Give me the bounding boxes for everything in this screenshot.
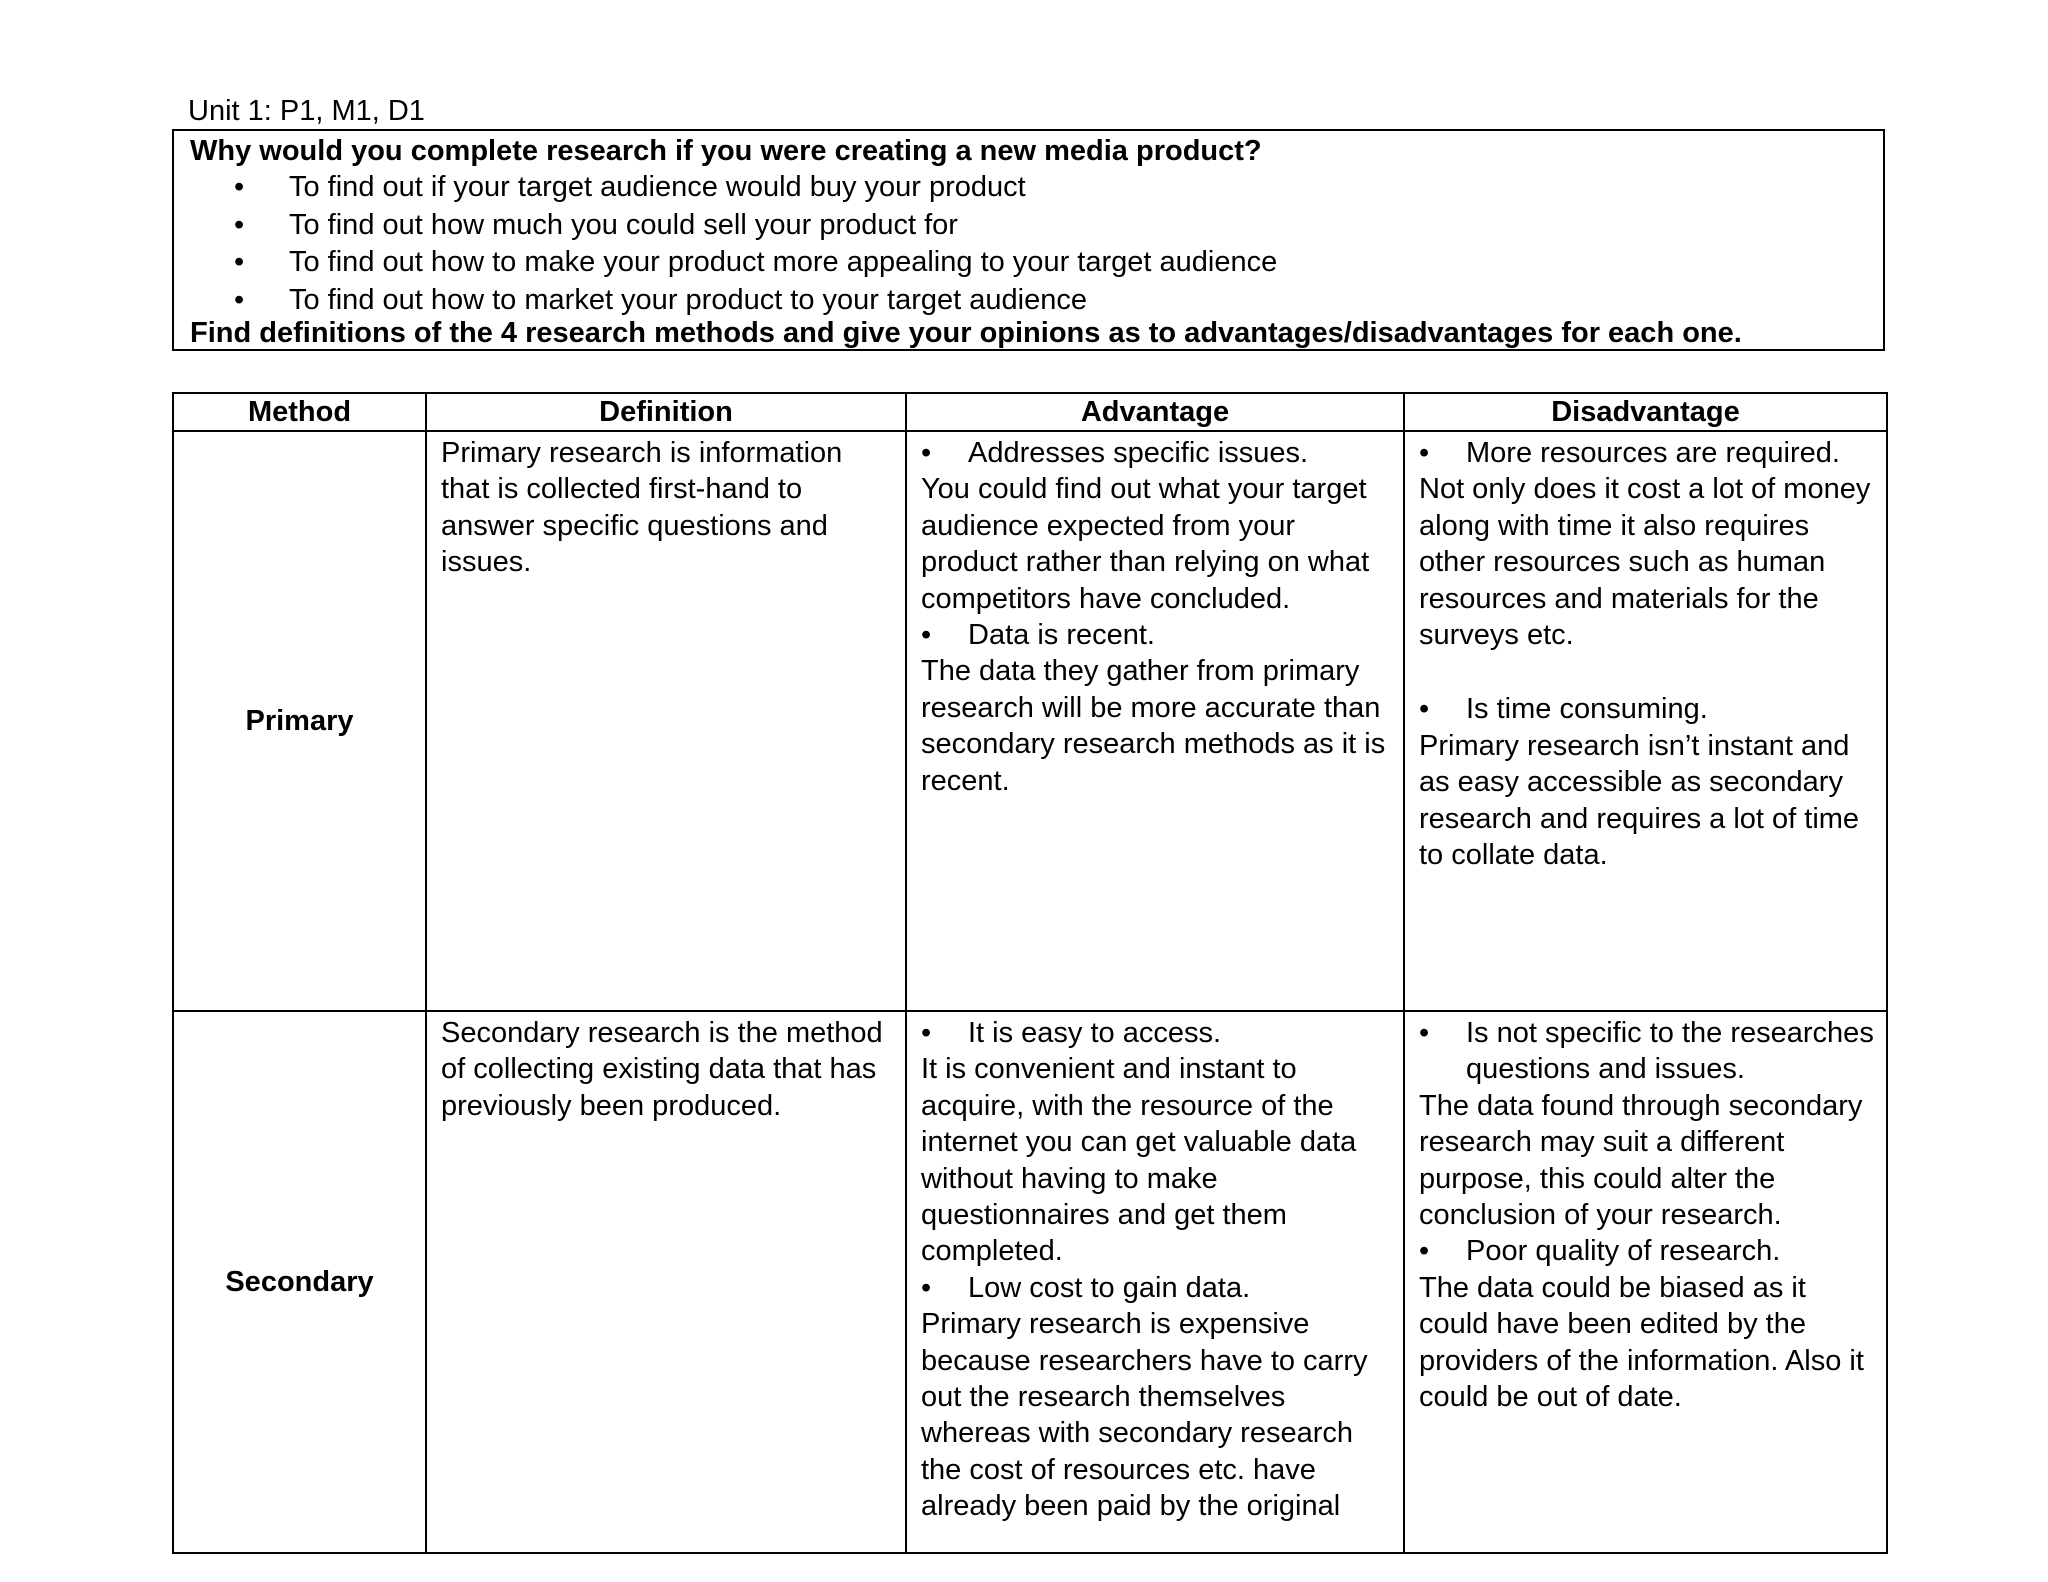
definition-cell [426,1011,906,1553]
paragraph: The data could be biased as it could have been edited by the providers of the information. Also it could be out of date. [1419,1271,1864,1414]
bullet-text: Is not specific to the researches questions and issues. [1466,1017,1874,1086]
paragraph: Primary research is expensive because researchers have to carry out the research themselves whereas with secondary research the cost of resources etc. have already been paid by the original [921,1308,1368,1523]
list-item [234,282,1277,320]
intro-box [172,129,1885,351]
paragraph: You could find out what your target audience expected from your product rather than relying on what competitors have concluded. [921,473,1370,615]
method-name: Primary [173,431,426,1011]
bullet-icon: • [234,171,245,203]
list-item-text: To find out how much you could sell your product for [289,208,958,241]
bullet-point [921,617,1391,653]
research-methods-table [172,392,1888,1554]
list-item-text: To find out if your target audience would buy your product [289,171,1026,203]
bullet-point [1419,1015,1874,1088]
definition-text: Primary research is information that is collected first-hand to answer specific questions and issues. [441,437,843,579]
paragraph: The data found through secondary research may suit a different purpose, this could alter the conclusion of your research. [1419,1089,1863,1232]
bullet-point [1419,1233,1874,1269]
header-definition: Definition [426,393,906,431]
table-row [173,431,1887,1011]
paragraph: Not only does it cost a lot of money along with time it also requires other resources such as human resources and materials for the surveys etc. [1419,473,1871,652]
bullet-point [921,435,1391,471]
bullet-icon: • [921,619,932,652]
bullet-text: Is time consuming. [1466,693,1708,726]
definition-text: Secondary research is the method of collecting existing data that has previously been produced. [441,1017,883,1122]
bullet-point [1419,691,1874,727]
paragraph: The data they gather from primary research will be more accurate than secondary research methods as it is recent. [921,655,1386,797]
paragraph: Primary research isn’t instant and as easy accessible as secondary research and requires a lot of time to collate data. [1419,729,1860,872]
bullet-point [1419,435,1874,471]
header-method: Method [173,393,426,431]
bullet-icon: • [921,437,932,469]
bullet-icon: • [234,246,245,278]
bullet-icon: • [234,283,245,316]
bullet-text: More resources are required. [1466,437,1840,469]
list-item-text: To find out how to make your product more appealing to your target audience [289,246,1278,278]
bullet-text: Low cost to gain data. [968,1271,1251,1304]
header-advantage: Advantage [906,393,1404,431]
header-disadvantage: Disadvantage [1404,393,1887,431]
bullet-icon: • [921,1271,932,1304]
definition-cell [426,431,906,1011]
bullet-icon: • [921,1017,932,1049]
disadvantage-cell [1404,431,1887,1011]
advantage-cell [906,1011,1404,1553]
disadvantage-cell [1404,1011,1887,1553]
bullet-icon: • [234,208,245,241]
bullet-icon: • [1419,1017,1430,1049]
bullet-icon: • [1419,693,1430,726]
intro-question: Why would you complete research if you were creating a new media product? [190,135,1262,167]
list-item [234,169,1277,207]
paragraph: It is convenient and instant to acquire, with the resource of the internet you can get valuable data without having to make questionnaires and get them completed. [921,1053,1357,1268]
bullet-text: Poor quality of research. [1466,1235,1781,1268]
unit-title: Unit 1: P1, M1, D1 [188,95,425,127]
table-header-row [173,393,1887,431]
method-name: Secondary [173,1011,426,1553]
intro-instruction: Find definitions of the 4 research methods and give your opinions as to advantages/disadvantages for each one. [190,317,1742,349]
list-item [234,244,1277,282]
intro-bullet-list [234,169,1277,319]
table-row [173,1011,1887,1553]
list-item [234,207,1277,245]
bullet-text: Addresses specific issues. [968,437,1309,469]
bullet-point [921,1015,1391,1051]
list-item-text: To find out how to market your product to your target audience [289,283,1087,316]
bullet-text: Data is recent. [968,619,1155,652]
advantage-cell [906,431,1404,1011]
bullet-icon: • [1419,1235,1430,1268]
bullet-point [921,1270,1391,1306]
bullet-text: It is easy to access. [968,1017,1222,1049]
bullet-icon: • [1419,437,1430,469]
